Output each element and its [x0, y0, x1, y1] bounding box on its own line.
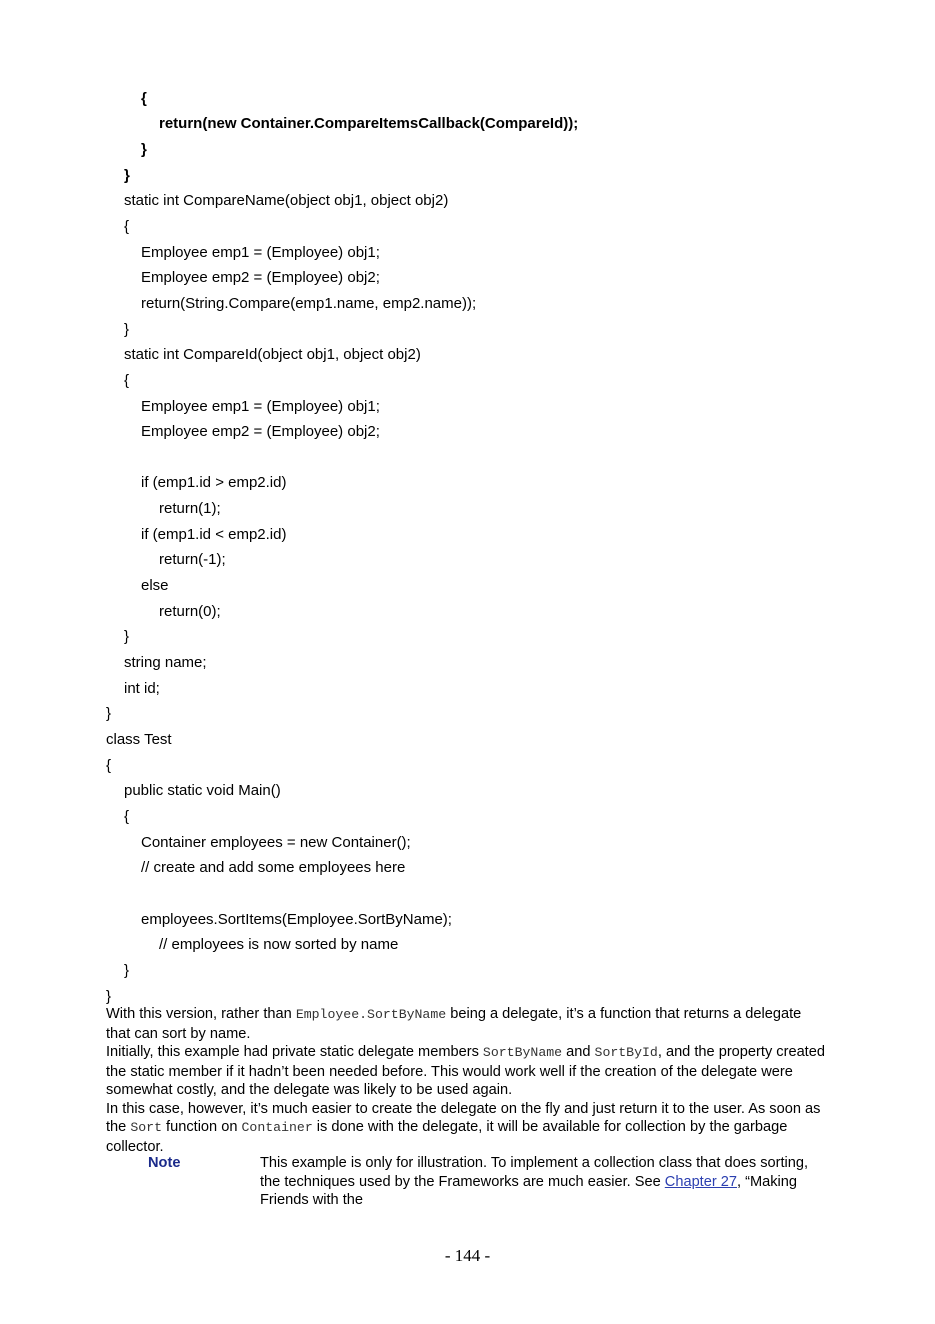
paragraph-return-function: With this version, rather than Employee.SortByName being a delegate, it’s a function that returns a delegate that can sort by name. — [106, 1006, 802, 1042]
code-line: Employee emp1 = (Employee) obj1; — [141, 398, 380, 415]
code-line: } — [124, 628, 130, 645]
note-box — [148, 1154, 828, 1214]
code-line: } — [124, 167, 130, 184]
code-line: Employee emp2 = (Employee) obj2; — [141, 423, 380, 440]
inline-code: SortByName — [482, 1045, 563, 1060]
code-line: return(new Container.CompareItemsCallback(CompareId)); — [159, 115, 579, 132]
code-line: int id; — [124, 680, 160, 697]
code-line: } — [141, 141, 147, 158]
code-line: static int CompareName(object obj1, object obj2) — [124, 192, 449, 209]
code-line: } — [106, 705, 112, 722]
code-line: return(-1); — [159, 551, 226, 568]
code-line: static int CompareId(object obj1, object obj2) — [124, 346, 421, 363]
code-line: // employees is now sorted by name — [159, 936, 399, 953]
body-text — [106, 1005, 826, 1156]
code-line: public static void Main() — [124, 782, 281, 799]
note-label: Note — [148, 1155, 181, 1171]
code-line: } — [124, 962, 130, 979]
code-line: if (emp1.id > emp2.id) — [141, 474, 287, 491]
code-line: else — [141, 577, 169, 594]
code-line: return(0); — [159, 603, 221, 620]
code-line: if (emp1.id < emp2.id) — [141, 526, 287, 543]
code-line: { — [124, 218, 130, 235]
code-line: } — [106, 988, 112, 1005]
inline-code: SortById — [594, 1045, 658, 1060]
code-line: return(1); — [159, 500, 221, 517]
code-line: { — [124, 372, 130, 389]
code-line: string name; — [124, 654, 207, 671]
paragraph-on-the-fly: In this case, however, it’s much easier to create the delegate on the fly and just return it to the user. As soon as the Sort function on Container is done with the delegate, it will be available for collection by the garbage collector. — [106, 1100, 821, 1155]
code-line: Employee emp2 = (Employee) obj2; — [141, 269, 380, 286]
code-line: { — [106, 757, 112, 774]
code-line: { — [124, 808, 130, 825]
inline-code: Employee.SortByName — [295, 1007, 447, 1022]
code-line: class Test — [106, 731, 172, 748]
note-text: This example is only for illustration. To implement a collection class that does sorting, the techniques used by the Frameworks are much easier. See Chapter 27, “Making Friends with the — [260, 1155, 809, 1208]
code-line: Employee emp1 = (Employee) obj1; — [141, 244, 380, 261]
page-number: - 144 - — [444, 1246, 491, 1265]
code-line: employees.SortItems(Employee.SortByName); — [141, 911, 452, 928]
paragraph-static-delegates: Initially, this example had private static delegate members SortByName and SortById, and the property created the static member if it hadn’t been needed before. This would work well if the creation of the delegate were somewhat costly, and the delegate was likely to be used again. — [106, 1044, 825, 1098]
chapter-link[interactable]: Chapter 27 — [664, 1173, 738, 1190]
inline-code: Container — [241, 1120, 313, 1135]
code-line: } — [124, 321, 130, 338]
code-line: { — [141, 90, 147, 107]
code-line: Container employees = new Container(); — [141, 834, 411, 851]
inline-code: Sort — [130, 1120, 162, 1135]
code-line: return(String.Compare(emp1.name, emp2.name)); — [141, 295, 477, 312]
code-line: // create and add some employees here — [141, 859, 406, 876]
